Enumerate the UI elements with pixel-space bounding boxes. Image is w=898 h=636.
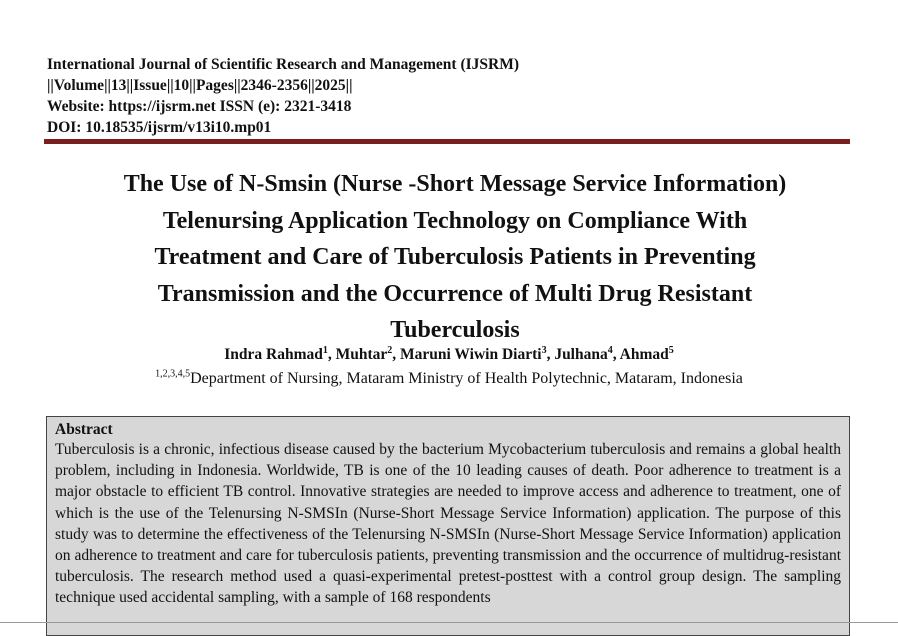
abstract-text: Tuberculosis is a chronic, infectious disease caused by the bacterium Mycobacterium tuberculosis and remains a global health problem, including in Indonesia. Worldwide, TB is one of the 10 leading causes of death. Poor adherence to treatment is a major obstacle to efficient TB control. Innovative strategies are needed to improve access and adherence to treatment, one of which is the use of the Telenursing N-SMSIn (Nurse-Short Message Service Information) application. The purpose of this study was to determine the effectiveness of the Telenursing N-SMSIn (Nurse-Short Message Service Information) application on adherence to treatment and care for tuberculosis patients, preventing transmission and the occurrence of multidrug-resistant tuberculosis. The research method used a quasi-experimental pretest-posttest with a control group design. The sampling technique used accidental sampling, with a sample of 168 respondents [55,441,841,607]
author-sup: 3 [541,344,547,356]
page-bottom-line [0,622,898,623]
author-name: Ahmad [619,346,669,363]
journal-name: International Journal of Scientific Research and Management (IJSRM) [47,56,520,73]
header-divider [44,139,850,144]
journal-header [47,54,519,138]
author-sup: 2 [387,344,393,356]
title-line: Transmission and the Occurrence of Multi Drug Resistant [157,280,753,307]
affiliation-sup: 1,2,3,4,5 [155,368,191,380]
title-line: Treatment and Care of Tuberculosis Patients in Preventing [154,244,756,270]
website-issn: Website: https://ijsrm.net ISSN (e): 2321-3418 [47,98,352,115]
abstract-heading: Abstract [55,421,113,438]
title-line: The Use of N-Smsin (Nurse -Short Message Service Information) [123,171,787,197]
author-list: Indra Rahmad$^1$, Muhtar$^2$, Maruni Wiwin Diarti$^3$, Julhana$^4$, Ahmad$^5$ [224,344,674,363]
title-line: Tuberculosis [390,317,520,343]
author-name: Indra Rahmad [224,346,323,363]
author-sup: 4 [607,344,613,356]
author-name: Muhtar [335,346,388,363]
doi: DOI: 10.18535/ijsrm/v13i10.mp01 [47,119,272,136]
title-line: Telenursing Application Technology on Compliance With [162,207,748,234]
author-sup: 5 [668,344,674,356]
paper-title [55,166,855,349]
author-sup: 1 [322,344,328,356]
abstract-box [46,416,850,636]
affiliation-text: Department of Nursing, Mataram Ministry of Health Polytechnic, Mataram, Indonesia [190,370,743,387]
volume-info: ||Volume||13||Issue||10||Pages||2346-2356||2025|| [47,77,353,94]
author-name: Julhana [554,346,608,363]
author-name: Maruni Wiwin Diarti [400,346,542,363]
affiliation [0,370,898,388]
